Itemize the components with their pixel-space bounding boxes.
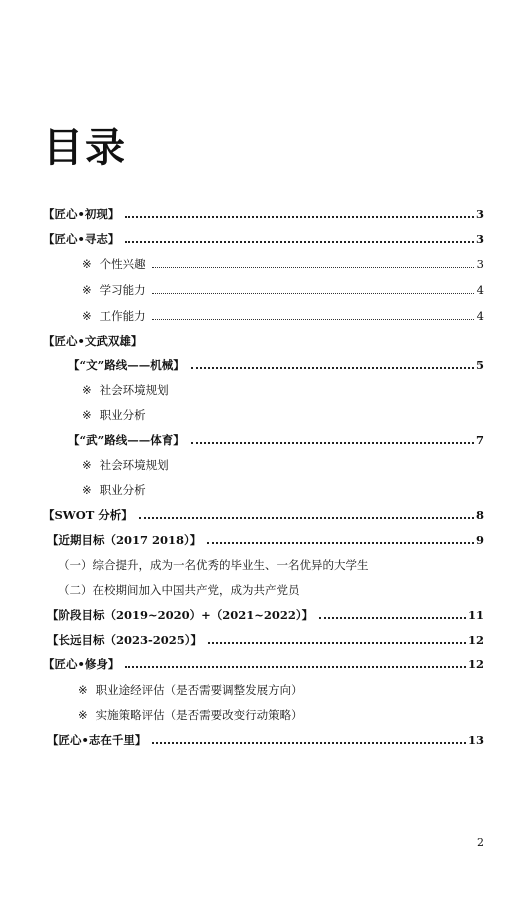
- toc-page-number: 9: [475, 533, 484, 547]
- toc-entry-label: （一）综合提升，成为一名优秀的毕业生、一名优异的大学生: [58, 558, 369, 572]
- toc-entry-label: 职业分析: [99, 408, 146, 422]
- toc-page-number: 7: [475, 433, 484, 447]
- toc-entry-label: 职业分析: [99, 483, 146, 497]
- toc-entry-label: 【“文”路线——机械】: [68, 358, 185, 372]
- toc-entry-wen-luxian[interactable]: [68, 358, 484, 372]
- reference-mark-icon: ※: [82, 408, 92, 422]
- reference-mark-icon: ※: [82, 309, 92, 323]
- toc-entry-rudang[interactable]: [58, 583, 300, 597]
- toc-entry-jinqi-mubiao[interactable]: [47, 533, 484, 547]
- toc-dot-leader: [191, 442, 474, 444]
- toc-page-number: 5: [475, 358, 484, 372]
- toc-page-number: 3: [475, 207, 484, 221]
- toc-dot-leader: [208, 642, 466, 644]
- toc-entry-jiangxin-wenwu[interactable]: [43, 334, 142, 348]
- toc-dot-leader: [191, 367, 474, 369]
- toc-entry-label: 【匠心•寻志】: [43, 232, 120, 246]
- toc-entry-label: 【长远目标（2023-2025）】: [47, 633, 203, 647]
- toc-entry-label: 【阶段目标（2019~2020）+（2021~2022）】: [47, 608, 314, 622]
- reference-mark-icon: ※: [82, 283, 92, 297]
- toc-entry-label: 【匠心•文武双雄】: [43, 334, 143, 348]
- toc-entry-zhiye-tujing-pinggu[interactable]: [78, 683, 303, 697]
- toc-dot-leader: [152, 742, 466, 744]
- toc-entry-label: 学习能力: [99, 283, 146, 297]
- toc-entry-label: 【匠心•修身】: [43, 657, 120, 671]
- toc-entry-label: 【SWOT 分析】: [43, 508, 133, 522]
- reference-mark-icon: ※: [82, 383, 92, 397]
- toc-entry-wen-zhiye-fenxi[interactable]: [82, 408, 146, 422]
- toc-page-number: 4: [476, 283, 484, 297]
- toc-dot-leader: [152, 267, 474, 268]
- toc-entry-label: 【匠心•志在千里】: [47, 733, 147, 747]
- toc-dot-leader: [152, 293, 474, 294]
- reference-mark-icon: ※: [82, 257, 92, 271]
- reference-mark-icon: ※: [82, 483, 92, 497]
- reference-mark-icon: ※: [78, 683, 88, 697]
- toc-dot-leader: [125, 241, 474, 243]
- toc-page-number: 12: [467, 633, 484, 647]
- toc-entry-zonghe-tisheng[interactable]: [58, 558, 369, 572]
- toc-page-number: 11: [467, 608, 484, 622]
- toc-entry-wu-shehui-huanjing[interactable]: [82, 458, 169, 472]
- toc-entry-swot[interactable]: [43, 508, 484, 522]
- toc-entry-label: 社会环境规划: [99, 458, 169, 472]
- toc-entry-gongzuo-nengli[interactable]: [82, 309, 484, 323]
- toc-entry-jiangxin-xunzhi[interactable]: [43, 232, 484, 246]
- toc-page-number: 3: [476, 257, 484, 271]
- toc-entry-label: 实施策略评估（是否需要改变行动策略）: [95, 708, 303, 722]
- toc-entry-zhizai-qianli[interactable]: [47, 733, 484, 747]
- toc-entry-jieduan-mubiao[interactable]: [47, 608, 484, 622]
- toc-entry-jiangxin-chuxian[interactable]: [43, 207, 484, 221]
- toc-dot-leader: [125, 666, 466, 668]
- toc-dot-leader: [319, 617, 466, 619]
- toc-entry-label: （二）在校期间加入中国共产党，成为共产党员: [58, 583, 300, 597]
- reference-mark-icon: ※: [82, 458, 92, 472]
- toc-page-number: 13: [467, 733, 484, 747]
- reference-mark-icon: ※: [78, 708, 88, 722]
- toc-dot-leader: [152, 319, 474, 320]
- toc-entry-label: 职业途经评估（是否需要调整发展方向）: [95, 683, 303, 697]
- toc-entry-wen-shehui-huanjing[interactable]: [82, 383, 169, 397]
- toc-entry-label: 社会环境规划: [99, 383, 169, 397]
- toc-entry-label: 个性兴趣: [99, 257, 146, 271]
- toc-dot-leader: [125, 216, 474, 218]
- toc-entry-changyuan-mubiao[interactable]: [47, 633, 484, 647]
- page-title: 目录: [43, 125, 127, 171]
- toc-page-number: 8: [475, 508, 484, 522]
- toc-dot-leader: [207, 542, 474, 544]
- toc-entry-shishi-celue-pinggu[interactable]: [78, 708, 303, 722]
- toc-page-number: 3: [475, 232, 484, 246]
- toc-page-number: 4: [476, 309, 484, 323]
- page-number: 2: [477, 836, 484, 849]
- toc-entry-label: 【匠心•初现】: [43, 207, 120, 221]
- toc-page-number: 12: [467, 657, 484, 671]
- toc-entry-gexing-xingqu[interactable]: [82, 257, 484, 271]
- toc-dot-leader: [139, 517, 474, 519]
- toc-entry-label: 工作能力: [99, 309, 146, 323]
- toc-entry-label: 【“武”路线——体育】: [68, 433, 185, 447]
- toc-entry-wu-zhiye-fenxi[interactable]: [82, 483, 146, 497]
- toc-entry-label: 【近期目标（2017 2018）】: [47, 533, 202, 547]
- toc-entry-xuexi-nengli[interactable]: [82, 283, 484, 297]
- toc-entry-wu-luxian[interactable]: [68, 433, 484, 447]
- toc-entry-jiangxin-xiushen[interactable]: [43, 657, 484, 671]
